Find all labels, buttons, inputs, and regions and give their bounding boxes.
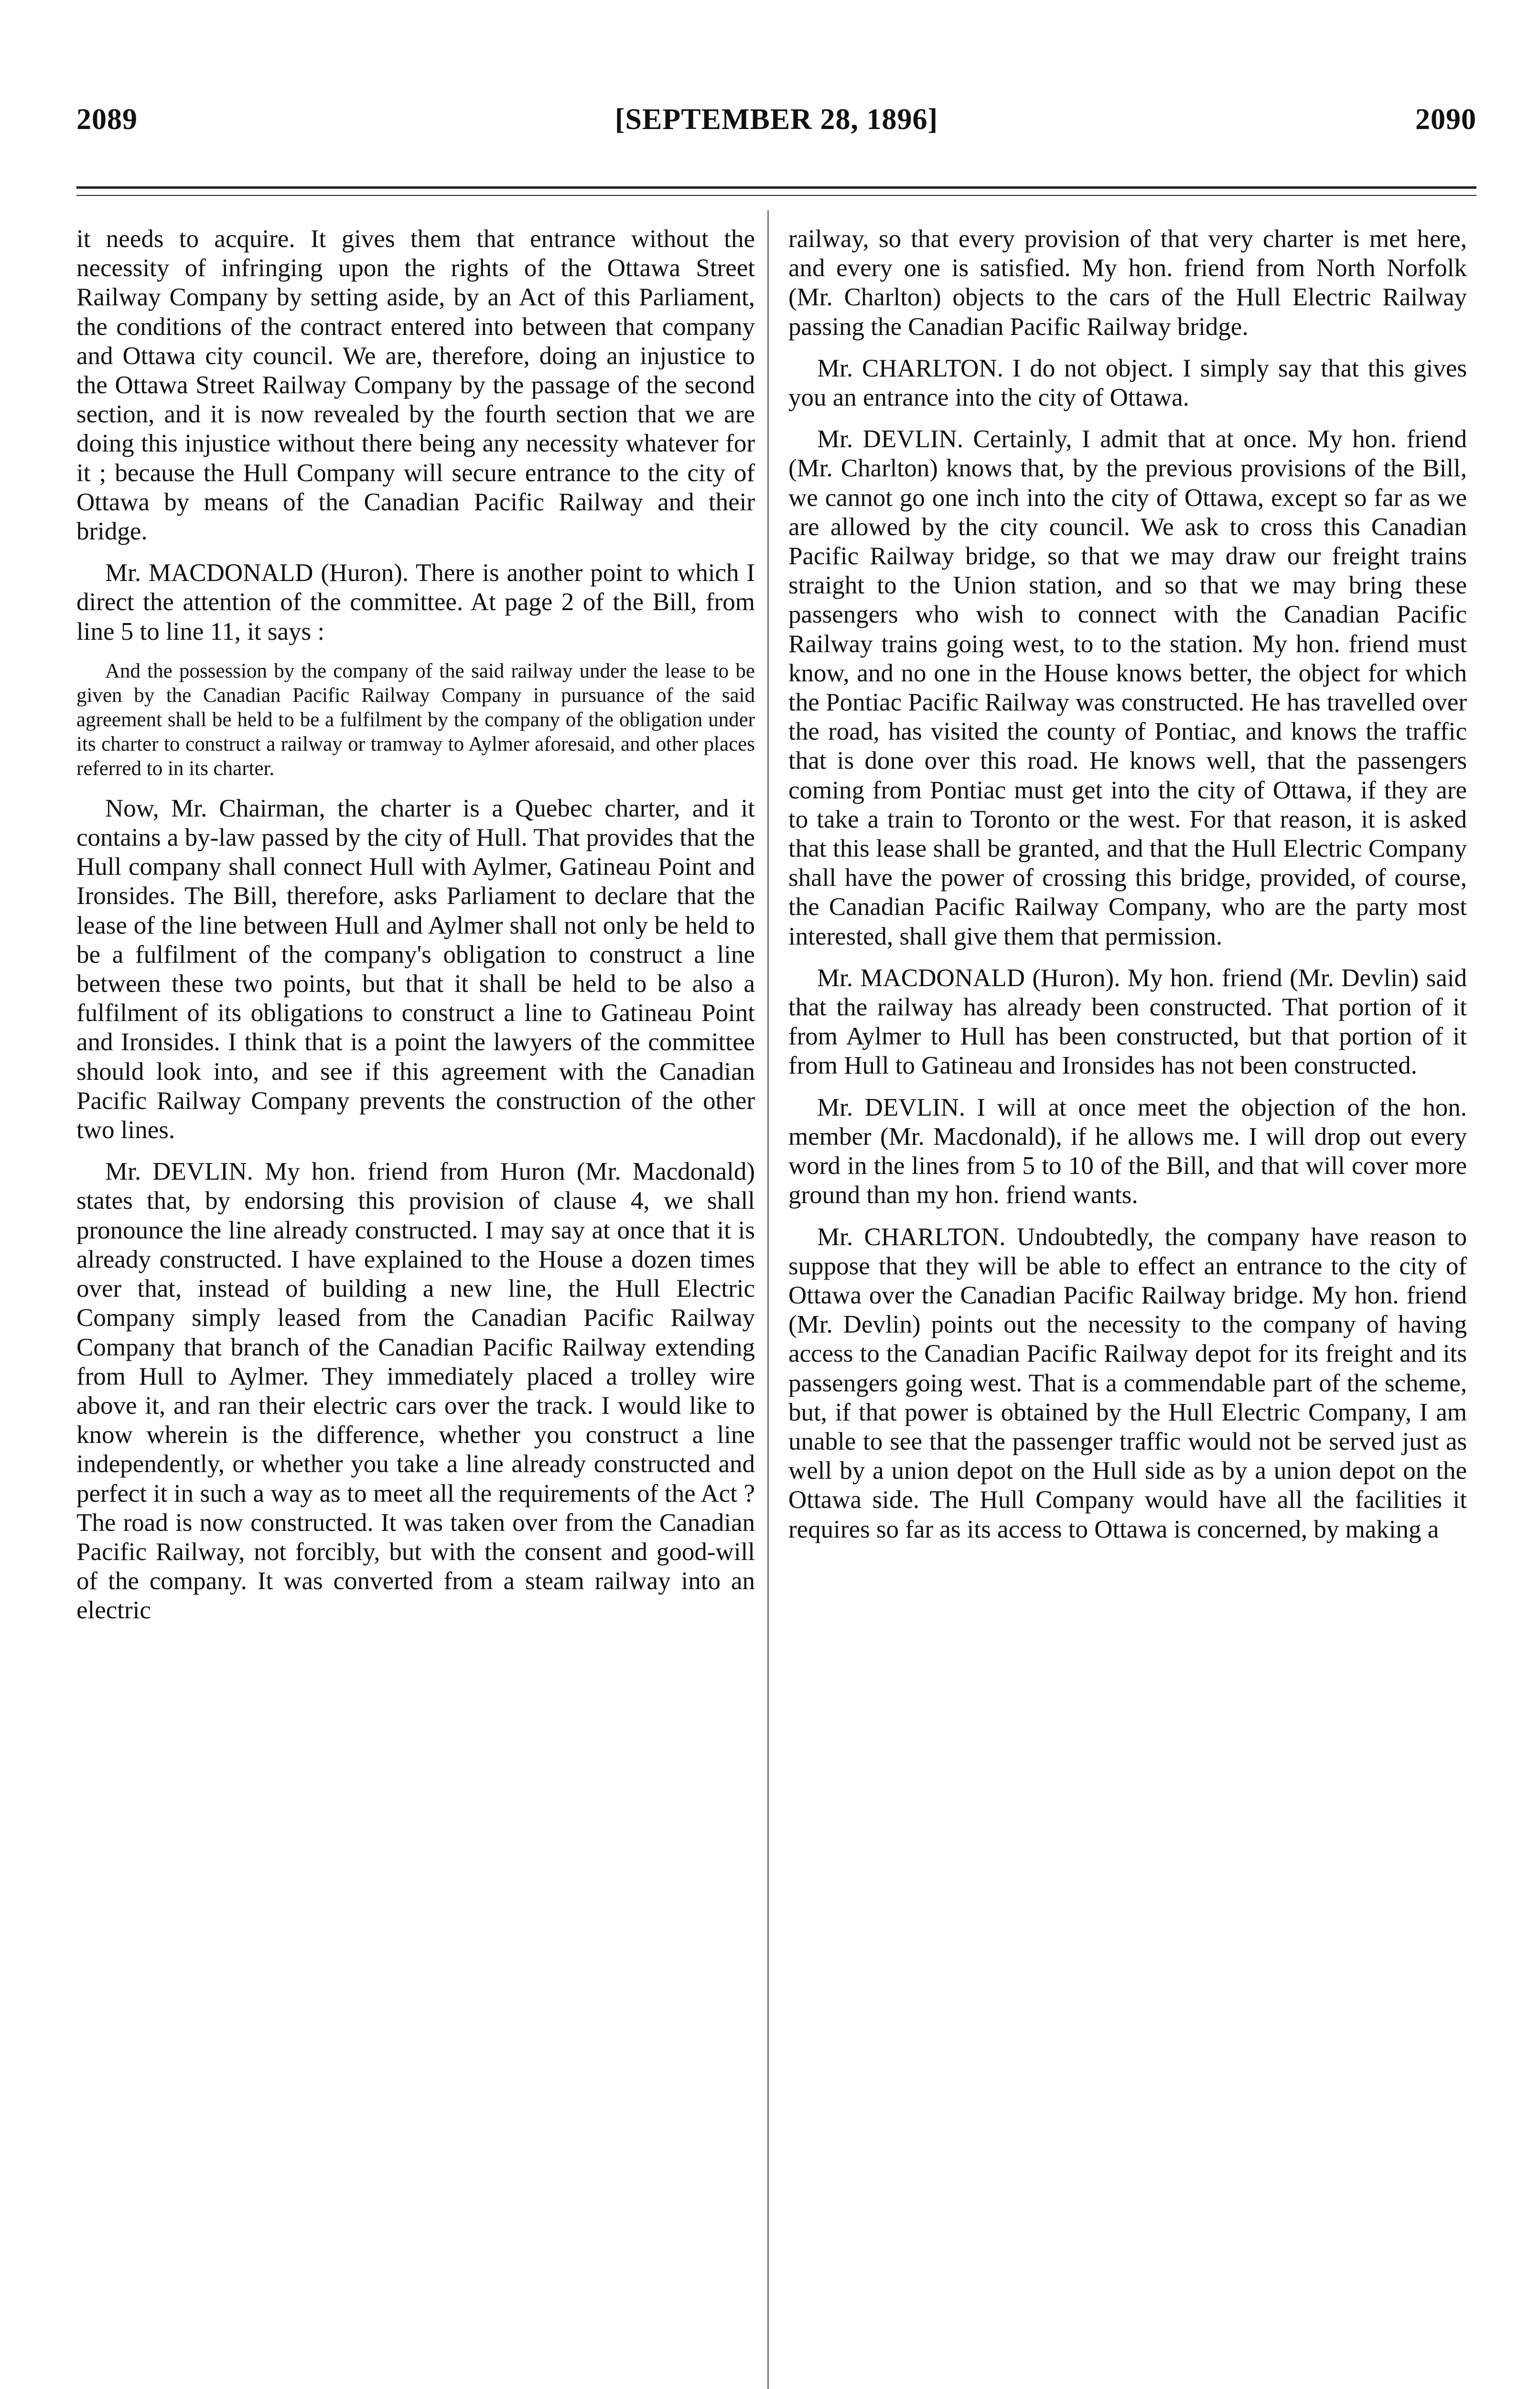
page-header (76, 103, 1476, 155)
right-paragraph-1: railway, so that every provision of that very charter is met here, and every one is satisfied. My hon. friend from North Norfolk (Mr. Charlton) objects to the cars of the Hull Electric Railway passing the Canadian Pacific Railway bridge. (788, 225, 1467, 341)
page-number-right: 2090 (1415, 103, 1476, 136)
header-rule-thin (76, 195, 1476, 196)
left-paragraph-3: Now, Mr. Chairman, the charter is a Quebec charter, and it contains a by-law passed by the city of Hull. That provides that the Hull company shall connect Hull with Aylmer, Gatineau Point and Ironsides. The Bill, therefore, asks Parliament to declare that the lease of the line between Hull and Aylmer shall not only be held to be a fulfilment of the company's obligation to construct a line between these two points, but that it shall be held to be also a fulfilment of its obligations to construct a line to Gatineau Point and Ironsides. I think that is a point the lawyers of the committee should look into, and see if this agreement with the Canadian Pacific Railway Company prevents the construction of the other two lines. (76, 794, 755, 1144)
left-column (76, 225, 755, 2389)
right-paragraph-5: Mr. DEVLIN. I will at once meet the objection of the hon. member (Mr. Macdonald), if he allows me. I will drop out every word in the lines from 5 to 10 of the Bill, and that will cover more ground than my hon. friend wants. (788, 1093, 1467, 1209)
page-date: [SEPTEMBER 28, 1896] (614, 103, 938, 136)
right-paragraph-2: Mr. CHARLTON. I do not object. I simply say that this gives you an entrance into the city of Ottawa. (788, 354, 1467, 412)
left-paragraph-4: Mr. DEVLIN. My hon. friend from Huron (Mr. Macdonald) states that, by endorsing this provision of clause 4, we shall pronounce the line already constructed. I may say at once that it is already constructed. I have explained to the House a dozen times over that, instead of building a new line, the Hull Electric Company simply leased from the Canadian Pacific Railway Company that branch of the Canadian Pacific Railway extending from Hull to Aylmer. They immediately placed a trolley wire above it, and ran their electric cars over the track. I would like to know wherein is the difference, whether you construct a line independently, or whether you take a line already constructed and perfect it in such a way as to meet all the requirements of the Act ? The road is now constructed. It was taken over from the Canadian Pacific Railway, not forcibly, but with the consent and good-will of the company. It was converted from a steam railway into an electric (76, 1158, 755, 1625)
left-paragraph-1: it needs to acquire. It gives them that entrance without the necessity of infringing upon the rights of the Ottawa Street Railway Company by setting aside, by an Act of this Parliament, the conditions of the contract entered into between that company and Ottawa city council. We are, therefore, doing an injustice to the Ottawa Street Railway Company by the passage of the second section, and it is now revealed by the fourth section that we are doing this injustice without there being any necessity whatever for it ; because the Hull Company will secure entrance to the city of Ottawa by means of the Canadian Pacific Railway and their bridge. (76, 225, 755, 546)
right-column (788, 225, 1467, 2389)
right-paragraph-6: Mr. CHARLTON. Undoubtedly, the company have reason to suppose that they will be able to effect an entrance to the city of Ottawa over the Canadian Pacific Railway bridge. My hon. friend (Mr. Devlin) points out the necessity to the company of having access to the Canadian Pacific Railway depot for its freight and its passengers going west. That is a commendable part of the scheme, but, if that power is obtained by the Hull Electric Company, I am unable to see that the passenger traffic would not be served just as well by a union depot on the Hull side as by a union depot on the Ottawa side. The Hull Company would have all the facilities it requires so far as its access to Ottawa is concerned, by making a (788, 1223, 1467, 1543)
left-paragraph-2: Mr. MACDONALD (Huron). There is another point to which I direct the attention of the committee. At page 2 of the Bill, from line 5 to line 11, it says : (76, 559, 755, 646)
column-divider (767, 210, 769, 2389)
page-number-left: 2089 (76, 103, 138, 136)
right-paragraph-3: Mr. DEVLIN. Certainly, I admit that at once. My hon. friend (Mr. Charlton) knows that, by the previous provisions of the Bill, we cannot go one inch into the city of Ottawa, except so far as we are allowed by the city council. We ask to cross this Canadian Pacific Railway bridge, so that we may draw our freight trains straight to the Union station, and so that we may bring these passengers who wish to connect with the Canadian Pacific Railway trains going west, to to the station. My hon. friend must know, and no one in the House knows better, the object for which the Pontiac Pacific Railway was constructed. He has travelled over the road, has visited the county of Pontiac, and knows the traffic that is done over this road. He knows well, that the passengers coming from Pontiac must get into the city of Ottawa, if they are to take a train to Toronto or the west. For that reason, it is asked that this lease shall be granted, and that the Hull Electric Company shall have the power of crossing this bridge, provided, of course, the Canadian Pacific Railway Company, who are the party most interested, shall give them that permission. (788, 425, 1467, 950)
right-paragraph-4: Mr. MACDONALD (Huron). My hon. friend (Mr. Devlin) said that the railway has already been constructed. That portion of it from Aylmer to Hull has been constructed, but that portion of it from Hull to Gatineau and Ironsides has not been constructed. (788, 964, 1467, 1080)
header-rule-thick (76, 186, 1476, 189)
bill-quotation: And the possession by the company of the said railway under the lease to be given by the Canadian Pacific Railway Company in pursuance of the said agreement shall be held to be a fulfilment by the company of the obligation under its charter to construct a railway or tramway to Aylmer aforesaid, and other places referred to in its charter. (76, 659, 755, 780)
